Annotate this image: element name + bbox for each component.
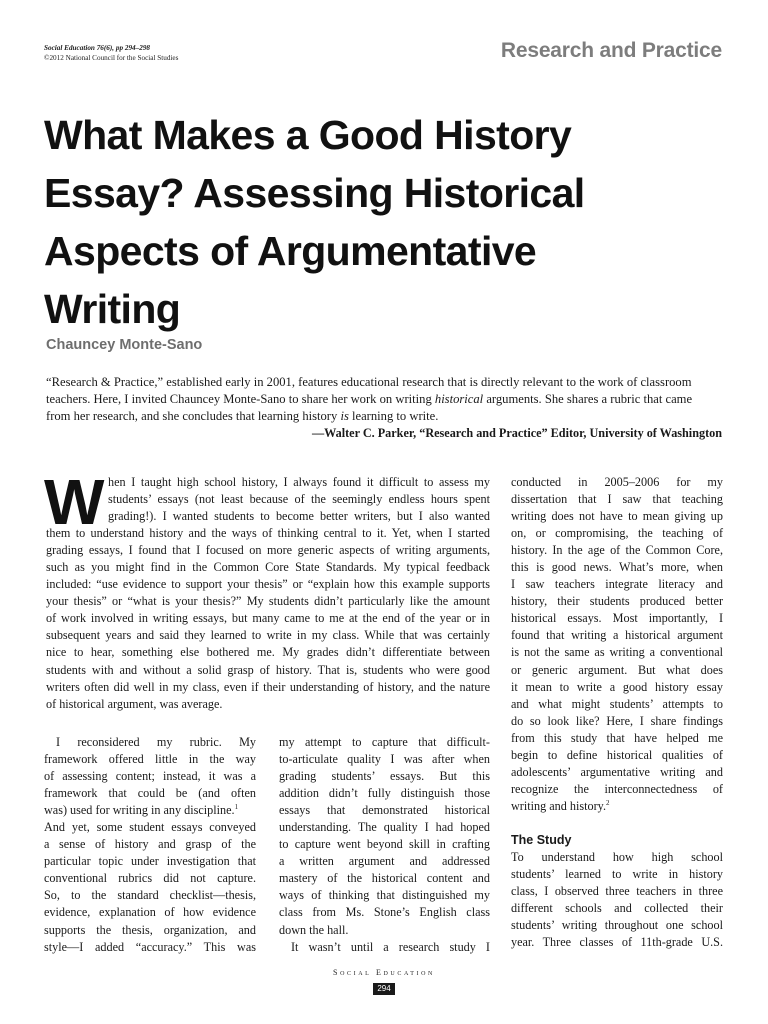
- body-line: of work involved in writing essays, but many came to me at the end of the year or in: [46, 611, 490, 626]
- body-line: of assessing content; instead, it was a: [44, 769, 256, 784]
- body-line: framework offered little in the way: [44, 752, 256, 767]
- intro-line: [46, 391, 722, 408]
- body-line: writing does not have to mean giving up: [511, 509, 723, 524]
- body-line: to capture went beyond skill in crafting: [279, 837, 490, 852]
- body-line: historical essays. Most importantly, I: [511, 611, 723, 626]
- body-line: writers often did well in my class, even if their understanding of history, and the nature: [46, 679, 490, 694]
- body-text: was) used for writing in any discipline.: [44, 803, 235, 818]
- footer-journal-name: Social Education: [333, 968, 435, 977]
- body-line: such as you might find in the Common Core State Standards. My typical feedback: [46, 560, 490, 575]
- body-line: students with and without a solid grasp of history. That is, students who were good: [46, 662, 490, 677]
- intro-emphasis: is: [340, 409, 349, 423]
- body-line: them to understand history and the ways of thinking central to it. Yet, when I started: [46, 526, 490, 541]
- body-line: subsequent years and said they learned to write in my class. While that was certainly: [46, 628, 490, 643]
- body-line: grading!). I wanted students to become better writers, but I also wanted: [108, 509, 490, 524]
- footnote-marker: 2: [606, 798, 610, 807]
- body-line: history, their students produced better: [511, 594, 723, 609]
- body-line: to-articulate quality I was after when: [279, 752, 490, 767]
- body-line: and what might students’ attempts to: [511, 696, 723, 711]
- body-line: included: “use evidence to support your thesis” or “explain how this example supports: [46, 577, 490, 592]
- body-text: writing and history.: [511, 798, 607, 813]
- body-line: from this study that have helped me: [511, 730, 723, 745]
- body-line: style—I added “accuracy.” This was: [44, 939, 256, 954]
- section-subhead: The Study: [511, 832, 572, 847]
- body-line: essays that demonstrated historical: [279, 803, 490, 818]
- body-line: a written argument and addressed: [279, 854, 490, 869]
- body-line: To understand how high school: [511, 849, 723, 864]
- intro-line: [46, 408, 722, 425]
- body-line: mastery of the historical content and: [279, 871, 490, 886]
- body-column-lead: [44, 466, 490, 713]
- body-line: [44, 802, 256, 819]
- body-line: class from Ms. Stone’s English class: [279, 905, 490, 920]
- body-line: a sense of history and grasp of the: [44, 837, 256, 852]
- body-column-2: [279, 734, 490, 956]
- body-line: recognize the interconnectedness of: [511, 781, 723, 796]
- body-line: adolescents’ argumentative writing and: [511, 764, 723, 779]
- author-name: Chauncey Monte-Sano: [46, 337, 203, 353]
- body-line: or generic argument. But what does: [511, 662, 723, 677]
- body-line: addition didn’t fully distinguish those: [279, 786, 490, 801]
- body-line: It wasn’t until a research study I: [291, 939, 490, 954]
- body-line: I reconsidered my rubric. My: [56, 735, 256, 749]
- intro-text: arguments. She shares a rubric that came: [483, 392, 693, 406]
- body-column-1: [44, 734, 256, 956]
- body-line: students’ essays (not least because of the seemingly endless hours spent: [108, 492, 490, 507]
- body-line: understanding. The quality I had hoped: [279, 820, 490, 835]
- body-line: ways of thinking that distinguished my: [279, 888, 490, 903]
- body-line: different schools and collected their: [511, 901, 723, 916]
- title-line: Essay? Assessing Historical: [44, 170, 585, 216]
- intro-text: from her research, and she concludes that learning history: [46, 409, 341, 423]
- body-line: of historical argument, was average.: [46, 696, 223, 711]
- body-line: class, I observed three teachers in three: [511, 884, 723, 899]
- journal-meta: [44, 43, 178, 63]
- body-line: evidence, explanation of how evidence: [44, 905, 256, 920]
- body-line: conducted in 2005–2006 for my: [511, 475, 723, 489]
- intro-text: teachers. Here, I invited Chauncey Monte-Sano to share her work on writing: [46, 392, 435, 406]
- body-line: this is good news. What’s more, when: [511, 560, 723, 575]
- title-line: Aspects of Argumentative: [44, 228, 537, 274]
- intro-line: “Research & Practice,” established early in 2001, features educational research that is directly relevant to the work of classroom: [46, 375, 692, 389]
- article-title: [44, 106, 734, 338]
- body-line: students’ writing throughout one school: [511, 918, 723, 933]
- body-line: dissertation that I saw that teaching: [511, 492, 723, 507]
- body-line: do so look like? Here, I share findings: [511, 713, 723, 728]
- body-line: it mean to write a good history essay: [511, 679, 723, 694]
- body-line: grading students’ essays. But this: [279, 769, 490, 784]
- section-label: Research and Practice: [500, 39, 722, 62]
- intro-text: learning to write.: [348, 409, 439, 423]
- editor-signature: —Walter C. Parker, “Research and Practice” Editor, University of Washington: [311, 426, 722, 440]
- body-line: And yet, some student essays conveyed: [44, 820, 256, 835]
- body-line: [511, 798, 723, 815]
- body-line: So, to the standard checklist—thesis,: [44, 888, 256, 903]
- body-line: on, or compromising, the teaching of: [511, 526, 723, 541]
- body-line: begin to define historical qualities of: [511, 747, 723, 762]
- journal-citation: Social Education 76(6), pp 294–298: [44, 44, 151, 52]
- body-line: down the hall.: [279, 922, 349, 937]
- drop-cap: W: [44, 466, 105, 538]
- title-line: Writing: [44, 286, 181, 332]
- editor-intro: [46, 374, 722, 442]
- intro-emphasis: historical: [434, 392, 484, 406]
- copyright-notice: ©2012 National Council for the Social Studies: [44, 54, 179, 62]
- body-line: grading essays, I found that I focused on more generic aspects of writing arguments,: [46, 543, 490, 558]
- body-line: your thesis” or “what is your thesis?” My students didn’t particularly like the amount: [46, 594, 490, 609]
- body-line: hen I taught high school history, I always found it difficult to assess my: [108, 475, 490, 489]
- body-line: particular topic under investigation that: [44, 854, 256, 869]
- body-line: students’ learned to write in history: [511, 867, 723, 882]
- body-line: found that writing a historical argument: [511, 628, 723, 643]
- body-line: my attempt to capture that difficult-: [279, 735, 490, 749]
- page-number: 294: [373, 983, 395, 995]
- body-line: I saw teachers integrate literacy and: [511, 577, 723, 592]
- body-line: history. In the age of the Common Core,: [511, 543, 723, 558]
- body-line: year. Three classes of 11th-grade U.S.: [511, 935, 723, 950]
- body-line: framework that could be (and often: [44, 786, 256, 801]
- title-line: What Makes a Good History: [44, 112, 572, 158]
- body-line: nice to hear, something else bothered me. My grades didn’t differentiate between: [46, 645, 490, 660]
- body-line: supports the thesis, organization, and: [44, 922, 256, 937]
- body-line: is not the same as writing a conventional: [511, 645, 723, 660]
- body-line: conventional rubrics did not capture.: [44, 871, 256, 886]
- body-column-3: [511, 474, 723, 951]
- footnote-marker: 1: [234, 803, 239, 812]
